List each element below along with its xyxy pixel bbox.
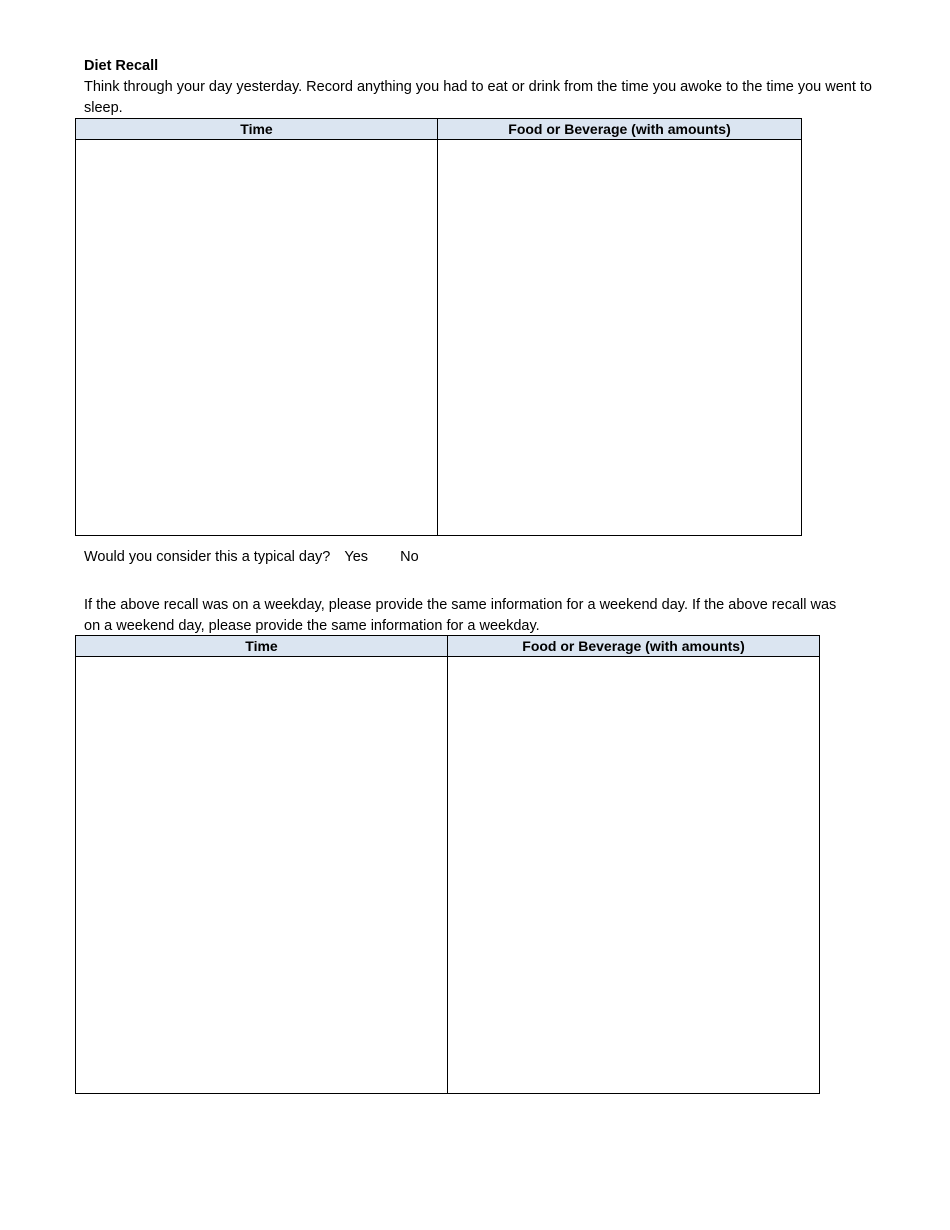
instructions-text: Think through your day yesterday. Record anything you had to eat or drink from the time you awoke to the time you went to sleep. [84,79,872,116]
food-entry-cell[interactable] [448,657,820,1094]
page-title: Diet Recall [84,58,159,74]
second-instructions-text: If the above recall was on a weekday, please provide the same information for a weekend day. If the above recall was on a weekend day, please provide the same information for a weekday. [84,597,837,634]
table-row [76,657,820,1094]
column-header-food-beverage: Food or Beverage (with amounts) [448,636,820,657]
column-header-time: Time [76,119,438,140]
typical-day-label: Would you consider this a typical day? [84,549,331,565]
time-entry-cell[interactable] [76,657,448,1094]
yes-option[interactable]: Yes [344,549,369,565]
diet-recall-table-1 [75,118,802,536]
typical-day-question [84,547,419,567]
time-entry-cell[interactable] [76,140,438,536]
column-header-food-beverage: Food or Beverage (with amounts) [438,119,802,140]
table-header-row [76,636,820,657]
no-option[interactable]: No [400,549,419,565]
diet-recall-table-2 [75,635,820,1094]
food-entry-cell[interactable] [438,140,802,536]
column-header-time: Time [76,636,448,657]
table-row [76,140,802,536]
table-header-row [76,119,802,140]
